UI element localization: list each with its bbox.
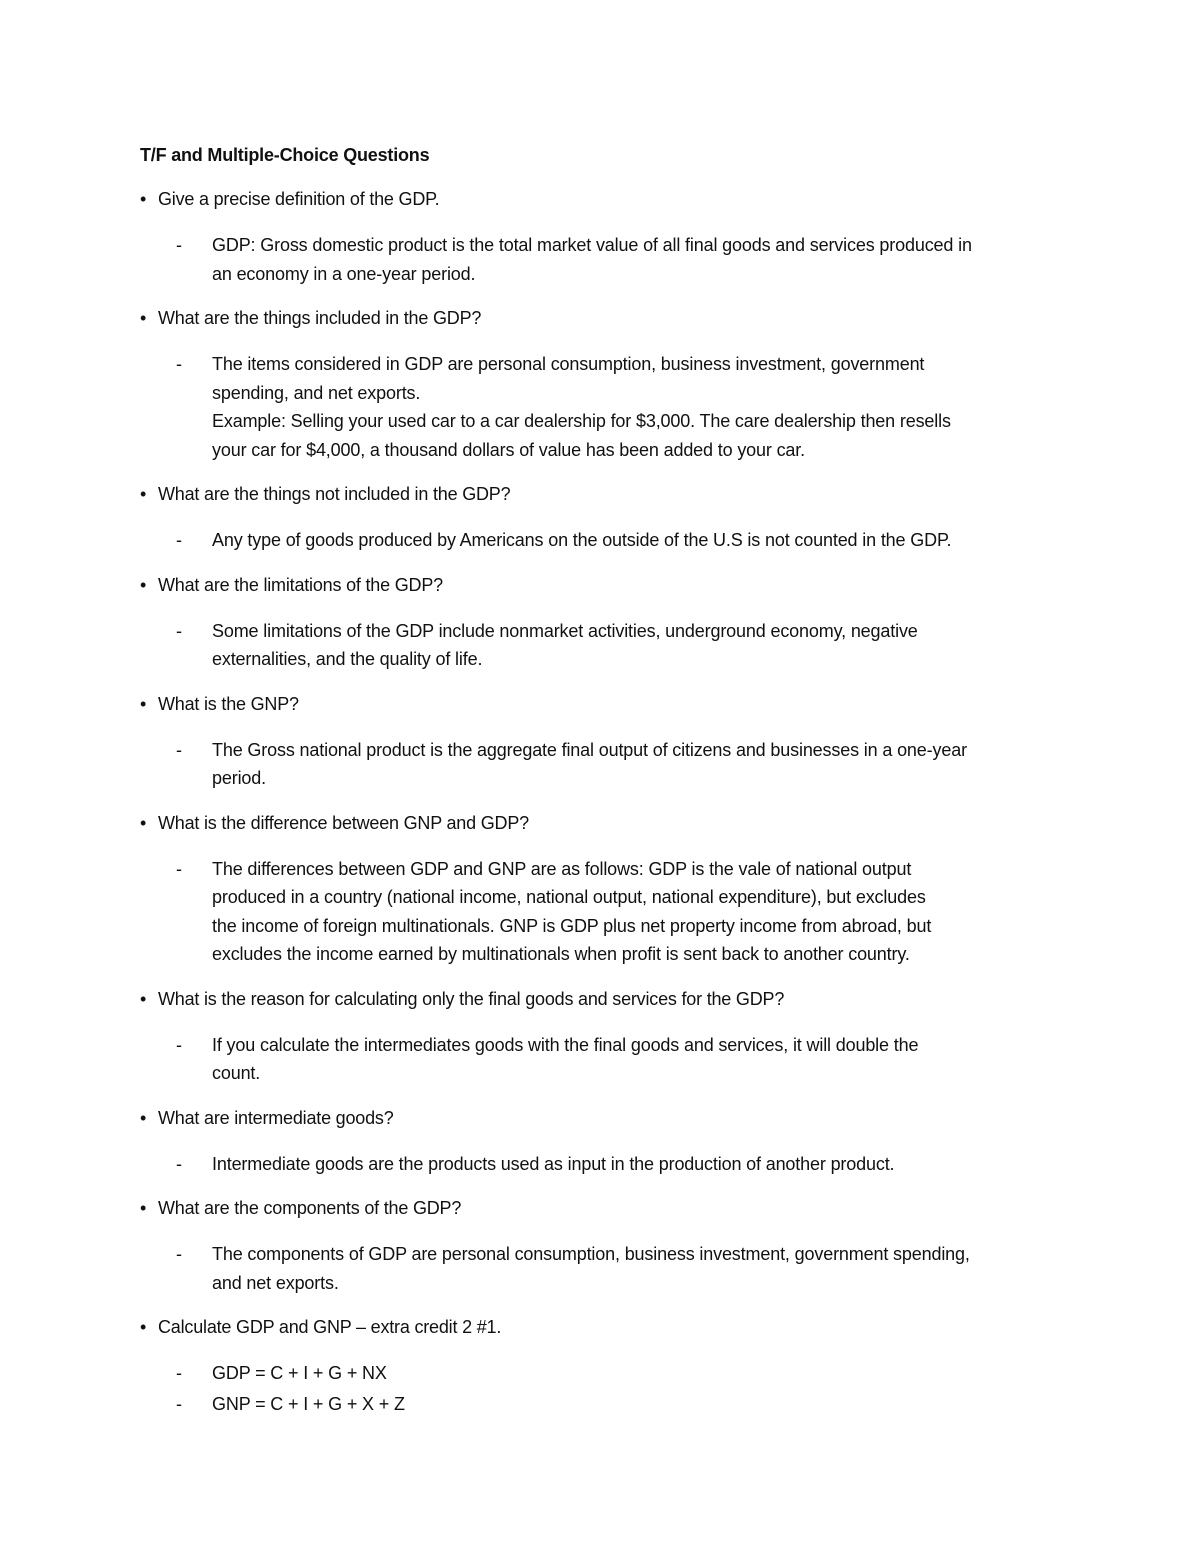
question-label: What are the things included in the GDP? xyxy=(158,308,482,328)
answer-item xyxy=(140,1031,1080,1088)
bullet-icon: • xyxy=(140,1317,147,1337)
question-section xyxy=(140,1196,1080,1297)
answer-item xyxy=(140,855,1080,969)
question-label: What are intermediate goods? xyxy=(158,1107,394,1128)
answer-item xyxy=(140,1240,1080,1297)
question-text xyxy=(140,306,1080,330)
bullet-icon: • xyxy=(140,988,147,1009)
answer-list xyxy=(140,736,1080,793)
document-body xyxy=(140,143,1080,1436)
answer-list xyxy=(140,1150,1080,1179)
answer-line: count. xyxy=(212,1063,261,1083)
page-title: T/F and Multiple-Choice Questions xyxy=(140,145,430,165)
bullet-icon: • xyxy=(140,574,147,595)
answer-line: GDP: Gross domestic product is the total market value of all final goods and services produced in xyxy=(212,235,972,255)
answer-line: the income of foreign multinationals. GNP is GDP plus net property income from abroad, but xyxy=(212,915,932,936)
answer-line: and net exports. xyxy=(212,1272,339,1293)
dash-icon: - xyxy=(176,1034,182,1055)
answer-list xyxy=(140,855,1080,969)
question-section xyxy=(140,811,1080,969)
question-label: Give a precise definition of the GDP. xyxy=(158,189,440,209)
answer-line: your car for $4,000, a thousand dollars of value has been added to your car. xyxy=(212,439,805,460)
question-list xyxy=(140,187,1080,1418)
answer-line: period. xyxy=(212,768,266,788)
dash-icon: - xyxy=(176,235,182,255)
answer-line: produced in a country (national income, national output, national expenditure), but excludes xyxy=(212,887,926,907)
question-text xyxy=(140,1106,1080,1130)
answer-list xyxy=(140,617,1080,674)
answer-line: spending, and net exports. xyxy=(212,382,421,403)
dash-icon: - xyxy=(176,530,182,550)
answer-list xyxy=(140,1240,1080,1297)
answer-item xyxy=(140,350,1080,464)
bullet-icon: • xyxy=(140,1198,147,1218)
answer-line: The differences between GDP and GNP are as follows: GDP is the vale of national output xyxy=(212,858,912,879)
question-section xyxy=(140,482,1080,555)
bullet-icon: • xyxy=(140,1107,147,1128)
question-section xyxy=(140,306,1080,464)
dash-icon: - xyxy=(176,1153,182,1174)
question-section xyxy=(140,1106,1080,1179)
answer-item xyxy=(140,1390,1080,1419)
answer-line: Any type of goods produced by Americans on the outside of the U.S is not counted in the GDP. xyxy=(212,530,952,550)
question-text xyxy=(140,1196,1080,1220)
answer-line: Intermediate goods are the products used as input in the production of another product. xyxy=(212,1153,895,1174)
question-section xyxy=(140,692,1080,793)
answer-line: GNP = C + I + G + X + Z xyxy=(212,1393,405,1414)
question-text xyxy=(140,692,1080,716)
question-label: What are the things not included in the GDP? xyxy=(158,484,511,504)
dash-icon: - xyxy=(176,858,182,879)
answer-line: GDP = C + I + G + NX xyxy=(212,1363,387,1383)
question-text xyxy=(140,987,1080,1011)
question-text xyxy=(140,482,1080,506)
question-section xyxy=(140,187,1080,288)
answer-line: excludes the income earned by multinationals when profit is sent back to another country. xyxy=(212,944,910,964)
question-text xyxy=(140,811,1080,835)
question-text xyxy=(140,187,1080,211)
bullet-icon: • xyxy=(140,812,147,833)
answer-list xyxy=(140,350,1080,464)
answer-item xyxy=(140,617,1080,674)
question-label: Calculate GDP and GNP – extra credit 2 #1. xyxy=(158,1317,502,1337)
bullet-icon: • xyxy=(140,484,147,504)
question-text xyxy=(140,1315,1080,1339)
question-text xyxy=(140,573,1080,597)
question-section xyxy=(140,573,1080,674)
dash-icon: - xyxy=(176,354,182,374)
answer-line: an economy in a one-year period. xyxy=(212,263,476,284)
answer-list xyxy=(140,1359,1080,1418)
answer-line: If you calculate the intermediates goods with the final goods and services, it will double the xyxy=(212,1034,919,1055)
question-section xyxy=(140,1315,1080,1418)
bullet-icon: • xyxy=(140,308,147,328)
answer-item xyxy=(140,526,1080,555)
answer-line: The items considered in GDP are personal consumption, business investment, government xyxy=(212,354,925,374)
dash-icon: - xyxy=(176,1393,182,1414)
question-label: What is the difference between GNP and GDP? xyxy=(158,812,529,833)
answer-list xyxy=(140,231,1080,288)
answer-line: The components of GDP are personal consumption, business investment, government spending, xyxy=(212,1244,970,1264)
answer-line: The Gross national product is the aggregate final output of citizens and businesses in a one-year xyxy=(212,739,967,760)
answer-list xyxy=(140,526,1080,555)
question-label: What is the reason for calculating only the final goods and services for the GDP? xyxy=(158,988,785,1009)
answer-item xyxy=(140,736,1080,793)
dash-icon: - xyxy=(176,620,182,641)
answer-line: Some limitations of the GDP include nonmarket activities, underground economy, negative xyxy=(212,620,918,641)
dash-icon: - xyxy=(176,1363,182,1383)
bullet-icon: • xyxy=(140,693,147,714)
dash-icon: - xyxy=(176,1244,182,1264)
dash-icon: - xyxy=(176,739,182,760)
question-label: What are the limitations of the GDP? xyxy=(158,574,443,595)
question-section xyxy=(140,987,1080,1088)
answer-item xyxy=(140,1150,1080,1179)
answer-item xyxy=(140,231,1080,288)
bullet-icon: • xyxy=(140,189,147,209)
answer-item xyxy=(140,1359,1080,1388)
question-label: What is the GNP? xyxy=(158,693,299,714)
answer-list xyxy=(140,1031,1080,1088)
answer-line: Example: Selling your used car to a car dealership for $3,000. The care dealership then resells xyxy=(212,411,951,431)
question-label: What are the components of the GDP? xyxy=(158,1198,462,1218)
answer-line: externalities, and the quality of life. xyxy=(212,649,483,669)
